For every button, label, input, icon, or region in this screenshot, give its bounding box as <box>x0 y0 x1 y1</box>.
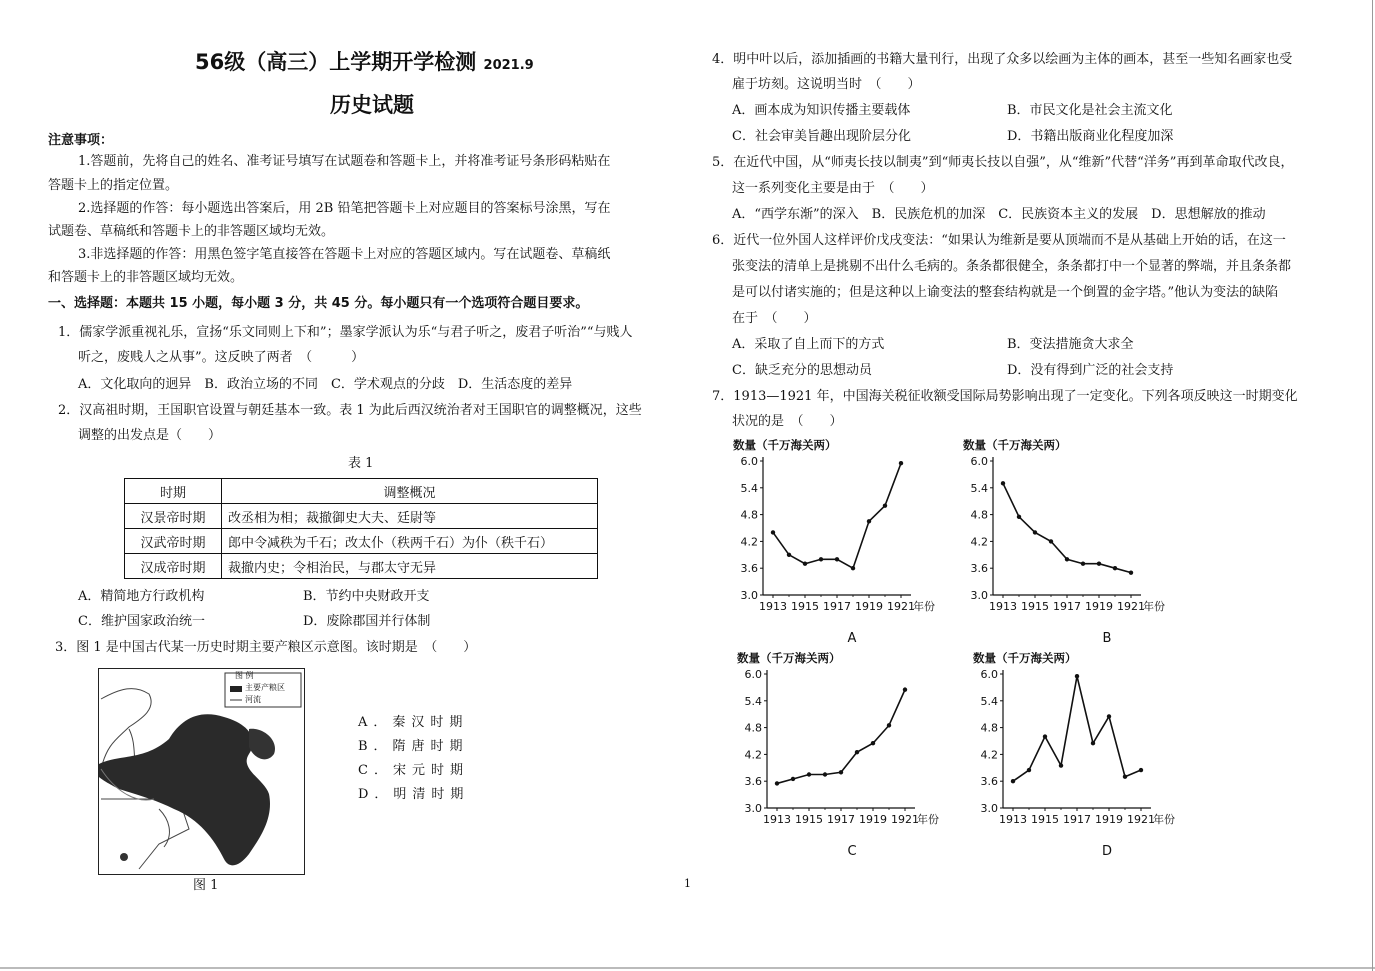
chart-option-label: A <box>847 631 857 646</box>
x-tick-label: 1913 <box>999 813 1027 826</box>
x-tick-label: 1915 <box>1021 600 1049 613</box>
data-point <box>883 503 887 507</box>
y-tick-label: 6.0 <box>744 668 762 681</box>
map-legend-river: 河流 <box>245 695 261 704</box>
exam-subtitle: 历史试题 <box>330 93 414 117</box>
table-row <box>125 554 598 579</box>
data-point <box>1081 562 1085 566</box>
y-axis-label: 数量（千万海关两） <box>973 651 1077 665</box>
q5-stem: 这一系列变化主要是由于 （ ） <box>732 181 934 196</box>
chart-option-label: C <box>847 844 857 859</box>
y-tick-label: 3.0 <box>970 589 988 602</box>
q5-options: A．“西学东渐”的深入 B．民族危机的加深 C．民族资本主义的发展 D．思想解放的推动 <box>732 207 1266 222</box>
y-tick-label: 5.4 <box>970 481 988 495</box>
page-bottom-border <box>0 967 1375 969</box>
y-tick-label: 3.6 <box>744 775 762 789</box>
x-tick-label: 1921 <box>1127 813 1155 826</box>
x-tick-label: 1919 <box>1095 813 1123 826</box>
x-tick-label: 1913 <box>989 600 1017 613</box>
table-cell: 汉成帝时期 <box>125 554 222 579</box>
y-tick-label: 4.2 <box>970 535 988 549</box>
x-tick-label: 1921 <box>891 813 919 826</box>
data-point <box>1065 557 1069 561</box>
data-point <box>839 770 843 774</box>
data-point <box>1001 481 1005 485</box>
series-line <box>1003 483 1131 572</box>
x-axis-label: 年份 <box>917 813 939 826</box>
q7-stem: 7．1913—1921 年，中国海关税征收额受国际局势影响出现了一定变化。下列各项反映这一时期变化 <box>712 389 1298 404</box>
q4-option: B．市民文化是社会主流文化 <box>1007 103 1173 118</box>
grain-region-east <box>249 729 275 760</box>
y-tick-label: 4.2 <box>744 748 762 762</box>
q7-stem: 状况的是 （ ） <box>732 414 843 429</box>
q6-option: B．变法措施贪大求全 <box>1007 337 1134 352</box>
table-row <box>125 504 598 529</box>
chart-option-label: D <box>1101 844 1113 859</box>
table-row <box>125 529 598 554</box>
q4-option: C．社会审美旨趣出现阶层分化 <box>732 129 911 144</box>
x-tick-label: 1915 <box>791 600 819 613</box>
data-point <box>1017 515 1021 519</box>
data-point <box>1011 779 1015 783</box>
exam-title: 56级（高三）上学期开学检测 2021.9 <box>195 50 534 74</box>
y-tick-label: 6.0 <box>980 668 998 681</box>
x-axis-label: 年份 <box>1143 600 1165 613</box>
notice-heading: 注意事项： <box>48 133 114 148</box>
y-tick-label: 6.0 <box>740 455 758 468</box>
x-tick-label: 1917 <box>827 813 855 826</box>
data-point <box>867 519 871 523</box>
q4-stem: 雇于坊刻。这说明当时 （ ） <box>732 77 921 92</box>
data-point <box>835 557 839 561</box>
y-tick-label: 6.0 <box>970 455 988 468</box>
series-line <box>777 690 905 784</box>
data-point <box>791 777 795 781</box>
y-tick-label: 5.4 <box>740 481 758 495</box>
y-tick-label: 3.0 <box>740 589 758 602</box>
x-axis-label: 年份 <box>1153 813 1175 826</box>
y-axis-label: 数量（千万海关两） <box>737 651 841 665</box>
table-cell: 改丞相为相；裁撤御史大夫、廷尉等 <box>222 504 598 529</box>
q1-options: A．文化取向的迥异 B．政治立场的不同 C．学术观点的分歧 D．生活态度的差异 <box>78 377 573 392</box>
x-tick-label: 1919 <box>1085 600 1113 613</box>
y-tick-label: 3.6 <box>740 562 758 576</box>
notice-line: 1.答题前，先将自己的姓名、准考证号填写在试题卷和答题卡上，并将准考证号条形码粘贴在 <box>78 154 611 169</box>
data-point <box>1075 674 1079 678</box>
q4-stem: 4．明中叶以后，添加插画的书籍大量刊行，出现了众多以绘画为主体的画本，甚至一些知名画家也受 <box>712 52 1293 67</box>
table-header-cell: 调整概况 <box>222 479 598 504</box>
figure-caption: 图 1 <box>193 878 219 893</box>
x-tick-label: 1921 <box>887 600 915 613</box>
notice-line: 答题卡上的指定位置。 <box>48 178 179 193</box>
table-cell: 裁撤内史；令相治民，与郡太守无异 <box>222 554 598 579</box>
data-point <box>899 461 903 465</box>
data-point <box>851 566 855 570</box>
data-point <box>903 687 907 691</box>
grain-region-south <box>120 853 128 861</box>
q6-stem: 张变法的清单上是挑剔不出什么毛病的。条条都很健全，条条都打中一个显著的弊端，并且条条都 <box>732 259 1292 274</box>
page-right-border <box>1372 0 1373 971</box>
q6-stem: 6．近代一位外国人这样评价戊戌变法：“如果认为维新是要从顶端而不是从基础上开始的话，在这一 <box>712 233 1286 248</box>
q6-stem: 在于 （ ） <box>732 311 817 326</box>
data-point <box>823 772 827 776</box>
q6-option: C．缺乏充分的思想动员 <box>732 363 872 378</box>
notice-line: 2.选择题的作答：每小题选出答案后，用 2B 铅笔把答题卡上对应题目的答案标号涂黑，写在 <box>78 201 611 216</box>
y-tick-label: 3.6 <box>980 775 998 789</box>
q3-stem: 3．图 1 是中国古代某一历史时期主要产粮区示意图。该时期是 （ ） <box>55 640 477 655</box>
y-axis-label: 数量（千万海关两） <box>733 438 837 452</box>
data-point <box>775 781 779 785</box>
series-line <box>1013 676 1141 781</box>
data-point <box>1113 566 1117 570</box>
data-point <box>1107 714 1111 718</box>
data-point <box>1139 768 1143 772</box>
data-point <box>871 741 875 745</box>
q6-option: D．没有得到广泛的社会支持 <box>1007 363 1174 378</box>
data-point <box>1033 530 1037 534</box>
notice-line: 试题卷、草稿纸和答题卡上的非答题区域均无效。 <box>48 224 335 239</box>
notice-line: 和答题卡上的非答题区域均无效。 <box>48 270 244 285</box>
q3-option: C．宋元时期 <box>358 763 469 778</box>
x-tick-label: 1915 <box>795 813 823 826</box>
y-tick-label: 4.8 <box>980 721 998 735</box>
q3-option: B．隋唐时期 <box>358 739 469 754</box>
page-number: 1 <box>684 877 691 890</box>
section-heading: 一、选择题：本题共 15 小题，每小题 3 分，共 45 分。每小题只有一个选项符合题目要求。 <box>48 296 589 311</box>
grain-region-north <box>99 714 270 865</box>
table-cell: 郎中令减秩为千石；改太仆（秩两千石）为仆（秩千石） <box>222 529 598 554</box>
y-tick-label: 4.2 <box>740 535 758 549</box>
data-point <box>1027 768 1031 772</box>
series-line <box>773 463 901 568</box>
q5-stem: 5．在近代中国，从“师夷长技以制夷”到“师夷长技以自强”，从“维新”代替“洋务”再到革命取代改良， <box>712 155 1294 170</box>
y-tick-label: 3.6 <box>970 562 988 576</box>
chart-option-label: B <box>1102 631 1112 646</box>
data-point <box>1097 562 1101 566</box>
x-tick-label: 1919 <box>859 813 887 826</box>
q2-option: B．节约中央财政开支 <box>303 589 430 604</box>
q2-stem: 2．汉高祖时期，王国职官设置与朝廷基本一致。表 1 为此后西汉统治者对王国职官的调整概况，这些 <box>58 403 642 418</box>
x-tick-label: 1913 <box>763 813 791 826</box>
map-legend-title: 图 例 <box>235 671 254 680</box>
y-tick-label: 4.8 <box>740 508 758 522</box>
table-caption: 表 1 <box>348 456 374 471</box>
q1-stem: 1．儒家学派重视礼乐，宣扬“乐文同则上下和”；墨家学派认为乐“与君子听之，废君子听治”“与贱人 <box>58 325 633 340</box>
x-tick-label: 1917 <box>823 600 851 613</box>
y-tick-label: 4.8 <box>970 508 988 522</box>
q3-option: A．秦汉时期 <box>358 715 469 730</box>
y-tick-label: 4.8 <box>744 721 762 735</box>
q2-stem: 调整的出发点是（ ） <box>78 428 222 443</box>
data-point <box>1123 775 1127 779</box>
map-legend-grain: 主要产粮区 <box>245 683 285 692</box>
q4-option: A．画本成为知识传播主要载体 <box>732 103 911 118</box>
y-tick-label: 5.4 <box>980 694 998 708</box>
q2-option: D．废除郡国并行体制 <box>303 614 431 629</box>
data-point <box>771 530 775 534</box>
q4-option: D．书籍出版商业化程度加深 <box>1007 129 1174 144</box>
data-point <box>1059 763 1063 767</box>
data-point <box>1091 741 1095 745</box>
data-point <box>787 553 791 557</box>
adjustment-table <box>124 478 598 579</box>
y-tick-label: 3.0 <box>980 802 998 815</box>
x-tick-label: 1917 <box>1053 600 1081 613</box>
grain-region-map <box>98 668 305 875</box>
q3-option: D．明清时期 <box>358 787 470 802</box>
x-tick-label: 1915 <box>1031 813 1059 826</box>
y-axis-label: 数量（千万海关两） <box>963 438 1067 452</box>
y-tick-label: 5.4 <box>744 694 762 708</box>
q6-option: A．采取了自上而下的方式 <box>732 337 885 352</box>
data-point <box>819 557 823 561</box>
x-tick-label: 1913 <box>759 600 787 613</box>
table-header-row <box>125 479 598 504</box>
map-drawing <box>99 669 304 874</box>
table-cell: 汉景帝时期 <box>125 504 222 529</box>
exam-date: 2021.9 <box>483 58 534 73</box>
q3-options <box>358 711 469 807</box>
x-tick-label: 1917 <box>1063 813 1091 826</box>
data-point <box>855 750 859 754</box>
legend-swatch <box>230 686 242 692</box>
data-point <box>887 723 891 727</box>
y-tick-label: 3.0 <box>744 802 762 815</box>
data-point <box>1043 734 1047 738</box>
table-header-cell: 时期 <box>125 479 222 504</box>
x-axis-label: 年份 <box>913 600 935 613</box>
table-cell: 汉武帝时期 <box>125 529 222 554</box>
q2-option: C．维护国家政治统一 <box>78 614 205 629</box>
data-point <box>807 772 811 776</box>
q2-option: A．精简地方行政机构 <box>78 589 205 604</box>
q6-stem: 是可以付诸实施的；但是这种以上谕变法的整套结构就是一个倒置的金字塔。”他认为变法的缺陷 <box>732 285 1279 300</box>
x-tick-label: 1919 <box>855 600 883 613</box>
data-point <box>1049 539 1053 543</box>
x-tick-label: 1921 <box>1117 600 1145 613</box>
q1-stem: 听之，废贱人之从事”。这反映了两者 （ ） <box>78 350 365 365</box>
y-tick-label: 4.2 <box>980 748 998 762</box>
notice-line: 3.非选择题的作答：用黑色签字笔直接答在答题卡上对应的答题区域内。写在试题卷、草稿纸 <box>78 247 611 262</box>
data-point <box>803 562 807 566</box>
data-point <box>1129 570 1133 574</box>
